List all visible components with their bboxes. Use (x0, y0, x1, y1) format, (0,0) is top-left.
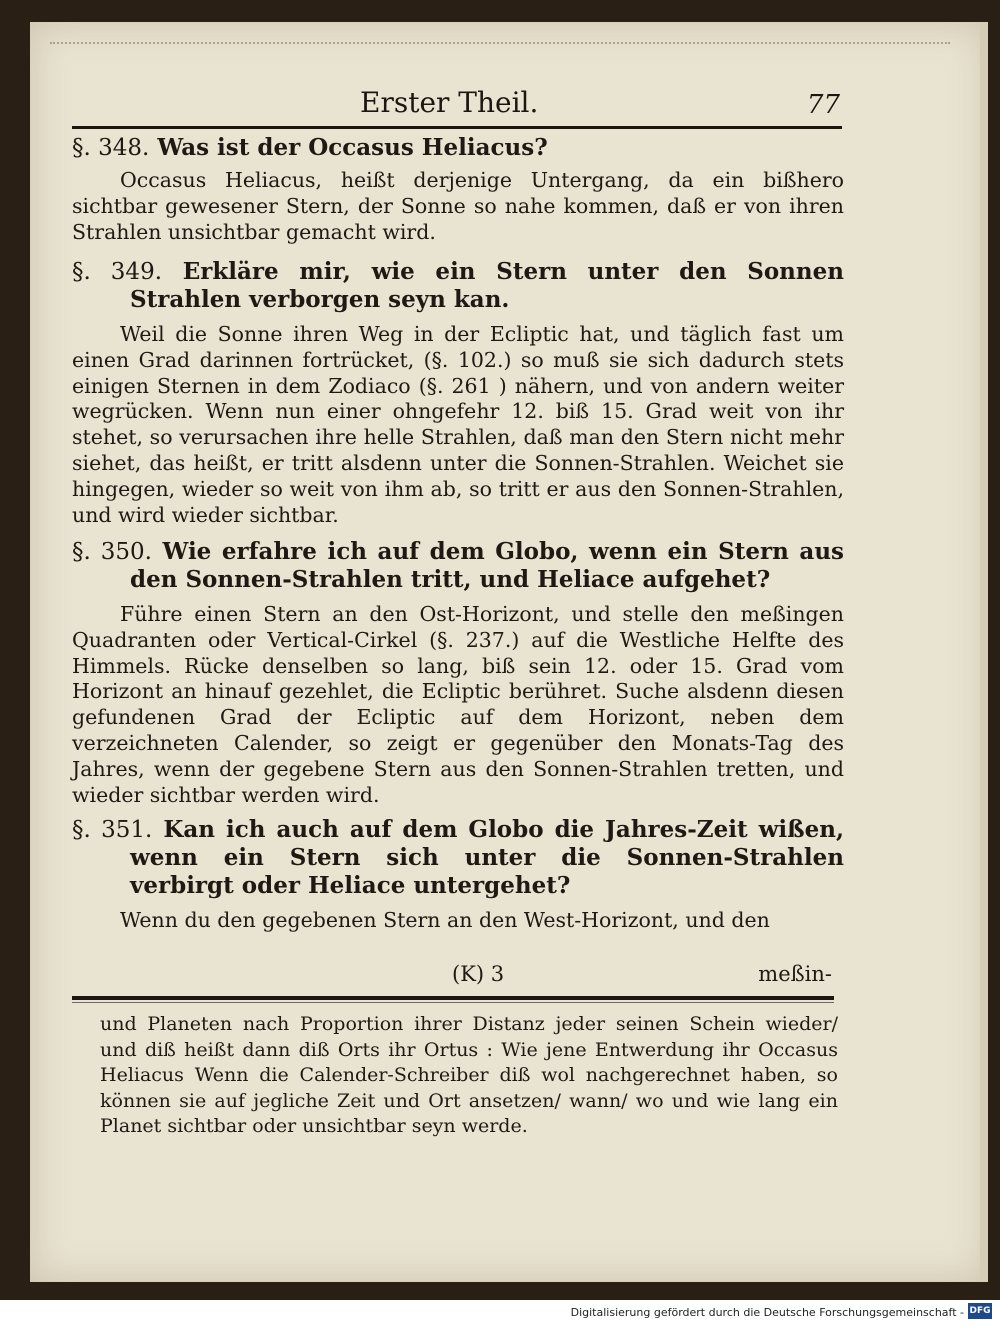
footnote-rule (72, 996, 834, 1000)
catchword: meßin- (758, 962, 832, 986)
question-text: Kan ich auch auf dem Globo die Jahres-Zeit wißen, wenn ein Stern sich unter die Sonnen-Strahlen verbirgt oder Heliace untergehet? (130, 816, 844, 899)
answer-text: Weil die Sonne ihren Weg in der Ecliptic hat, und täglich fast um einen Grad darinnen fortrücket, (§. 102.) so muß sie sich dadurch stets einigen Sternen in dem Zodiaco (§. 261 ) nähern, und von andern weiter wegrücken. Wenn nun einer ohngefehr 12. biß 15. Grad weit von ihr stehet, so verursachen ihre helle Strahlen, daß man den Stern nicht mehr siehet, das heißt, er tritt alsdenn unter die Sonnen-Strahlen. Weichet sie hingegen, wieder so weit von ihm ab, so tritt er aus den Sonnen-Strahlen, und wird wieder sichtbar. (72, 322, 844, 527)
digitization-credit: Digitalisierung gefördert durch die Deutsche Forschungsgemeinschaft - (570, 1306, 964, 1319)
section-number: §. 349. (72, 259, 163, 285)
footnote-text: und Planeten nach Proportion ihrer Distanz jeder seinen Schein wieder/ und diß heißt dann diß Orts ihr Ortus : Wie jene Entwerdung ihr Occasus Heliacus Wenn die Calender-Schreiber diß wol nachgerechnet haben, so können sie auf jegliche Zeit und Ort ansetzen/ wann/ wo und wie lang ein Planet sichtbar oder unsichtbar seyn werde. (100, 1013, 838, 1137)
section-question (72, 538, 844, 594)
question-text: Was ist der Occasus Heliacus? (157, 134, 548, 161)
page-top-stitching (50, 42, 950, 48)
section-number: §. 351. (72, 817, 153, 843)
dfg-logo: DFG (968, 1303, 992, 1319)
footnote-rule-thin (72, 1002, 834, 1003)
section-351 (72, 816, 844, 934)
section-question (72, 258, 844, 314)
signature-mark: (K) 3 (452, 962, 505, 986)
footnote (100, 1012, 838, 1140)
section-number: §. 348. (72, 135, 150, 161)
section-348 (72, 134, 844, 245)
book-page (30, 22, 988, 1282)
answer-text: Wenn du den gegebenen Stern an den West-Horizont, und den (120, 908, 770, 932)
header-rule (72, 126, 842, 129)
section-number: §. 350. (72, 539, 152, 565)
question-text: Wie erfahre ich auf dem Globo, wenn ein Stern aus den Sonnen-Strahlen tritt, und Heliace aufgehet? (130, 538, 844, 593)
running-head: Erster Theil. (360, 86, 539, 119)
section-349 (72, 258, 844, 528)
page-number: 77 (806, 90, 840, 120)
section-question (72, 134, 844, 162)
page-edge (980, 22, 988, 1282)
section-350 (72, 538, 844, 808)
answer-text: Occasus Heliacus, heißt derjenige Untergang, da ein bißhero sichtbar gewesener Stern, der Sonne so nahe kommen, daß er von ihren Strahlen unsichtbar gemacht wird. (72, 168, 844, 244)
answer-text: Führe einen Stern an den Ost-Horizont, und stelle den meßingen Quadranten oder Vertical-Cirkel (§. 237.) auf die Westliche Helfte des Himmels. Rücke denselben so lang, biß sein 12. oder 15. Grad vom Horizont an hinauf gezehlet, die Ecliptic berühret. Suche alsdenn diesen gefundenen Grad der Ecliptic auf dem Horizont, neben dem verzeichneten Calender, so zeigt er gegenüber den Monats-Tag des Jahres, wenn der gegebene Stern aus den Sonnen-Strahlen tretten, und wieder sichtbar werden wird. (72, 602, 844, 807)
section-question (72, 816, 844, 900)
question-text: Erkläre mir, wie ein Stern unter den Sonnen Strahlen verborgen seyn kan. (130, 258, 844, 313)
